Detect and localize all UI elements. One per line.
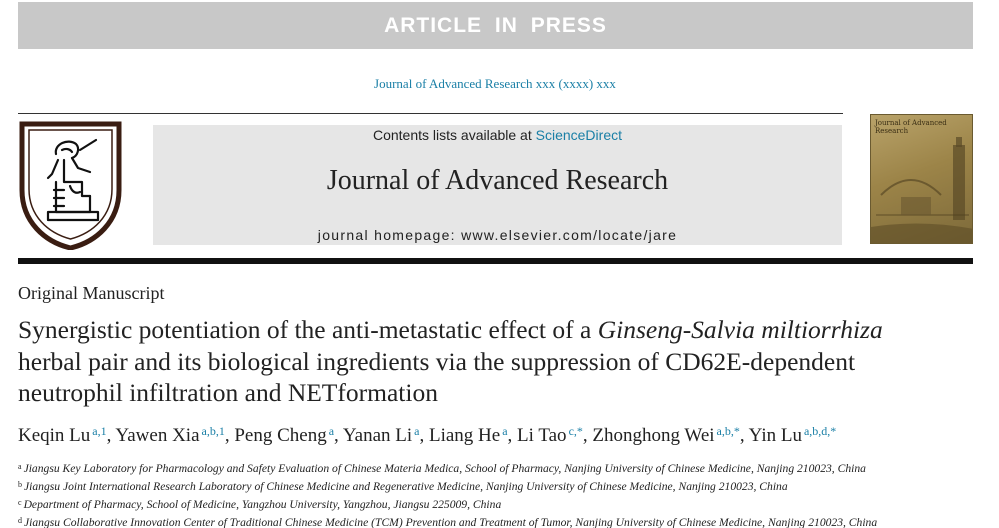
affiliation-list	[18, 459, 993, 528]
affiliation-text: Department of Pharmacy, School of Medicine, Yangzhou University, Yangzhou, Jiangsu 225009, China	[23, 498, 502, 511]
cover-title: Journal of Advanced Research	[875, 119, 947, 136]
header-divider	[18, 113, 843, 114]
cover-illustration-icon	[871, 115, 973, 244]
author-separator: ,	[507, 425, 518, 446]
affiliation	[18, 513, 993, 528]
author-separator: ,	[739, 425, 749, 446]
author-affiliation-marks[interactable]: a	[328, 424, 335, 438]
title-italic-species: Ginseng-Salvia miltiorrhiza	[597, 315, 883, 344]
publisher-logo-icon[interactable]	[18, 120, 123, 250]
author-affiliation-marks[interactable]: a,b,*	[716, 424, 740, 438]
title-part-1: Synergistic potentiation of the anti-metastatic effect of a	[18, 315, 598, 344]
journal-title: Journal of Advanced Research	[326, 165, 669, 196]
article-title	[18, 314, 898, 409]
affiliation-mark: c	[18, 498, 22, 507]
affiliation	[18, 459, 993, 477]
author-affiliation-marks[interactable]: a,1	[92, 424, 107, 438]
journal-cover-image[interactable]	[870, 114, 973, 244]
author-separator: ,	[224, 425, 235, 446]
author-separator: ,	[106, 425, 116, 446]
author-separator: ,	[334, 425, 343, 446]
journal-homepage	[153, 227, 842, 243]
author[interactable]	[429, 425, 517, 446]
title-part-2: herbal pair and its biological ingredients via the suppression of CD62E-dependent neutrophil infiltration and NETformation	[18, 346, 856, 407]
author-affiliation-marks[interactable]: a,b,d,*	[803, 424, 837, 438]
author-name: Yin Lu	[748, 425, 802, 446]
affiliation-text: Jiangsu Collaborative Innovation Center of Traditional Chinese Medicine (TCM) Prevention and Treatment of Tumor, Nanjing University of Chinese Medicine, Nanjing 210023, China	[24, 516, 878, 528]
author[interactable]	[115, 425, 234, 446]
banner-text: ARTICLE IN PRESS	[384, 13, 607, 37]
article-in-press-banner	[18, 2, 973, 49]
affiliation-text: Jiangsu Key Laboratory for Pharmacology and Safety Evaluation of Chinese Materia Medica, School of Pharmacy, Nanjing University of Chinese Medicine, Nanjing 210023, China	[23, 462, 866, 475]
contents-availability	[153, 127, 842, 143]
author-name: Yanan Li	[342, 425, 413, 446]
author-name: Liang He	[428, 425, 501, 446]
sciencedirect-link[interactable]: ScienceDirect	[535, 127, 622, 143]
author-name: Li Tao	[517, 425, 567, 446]
homepage-prefix: journal homepage:	[317, 227, 462, 243]
author-affiliation-marks[interactable]: a	[414, 424, 420, 438]
journal-reference-link[interactable]: Journal of Advanced Research xxx (xxxx) xxx	[374, 76, 616, 91]
affiliation-text: Jiangsu Joint International Research Laboratory of Chinese Medicine and Regenerative Medicine, Nanjing University of Chinese Medicine, Nanjing 210023, China	[24, 480, 788, 493]
author-list	[18, 424, 993, 447]
affiliation	[18, 477, 993, 495]
article-type: Original Manuscript	[18, 283, 165, 303]
affiliation-mark: d	[18, 516, 22, 525]
section-divider	[18, 258, 973, 264]
author[interactable]	[18, 425, 115, 446]
author[interactable]	[343, 425, 429, 446]
journal-header-box	[153, 125, 842, 245]
affiliation-mark: b	[18, 480, 22, 489]
author[interactable]	[234, 425, 342, 446]
author-affiliation-marks[interactable]: a	[502, 424, 508, 438]
author-separator: ,	[582, 425, 593, 446]
contents-prefix: Contents lists available at	[372, 127, 536, 143]
author-name: Peng Cheng	[234, 425, 327, 446]
author-name: Keqin Lu	[18, 425, 91, 446]
author-name: Yawen Xia	[115, 425, 200, 446]
author-name: Zhonghong Wei	[592, 425, 715, 446]
author-affiliation-marks[interactable]: a,b,1	[201, 424, 225, 438]
affiliation	[18, 495, 993, 513]
author-separator: ,	[419, 425, 429, 446]
author[interactable]	[749, 425, 837, 446]
author[interactable]	[592, 425, 748, 446]
author[interactable]	[517, 425, 592, 446]
homepage-link[interactable]: www.elsevier.com/locate/jare	[461, 227, 678, 243]
author-affiliation-marks[interactable]: c,*	[568, 424, 583, 438]
affiliation-mark: a	[18, 462, 22, 471]
